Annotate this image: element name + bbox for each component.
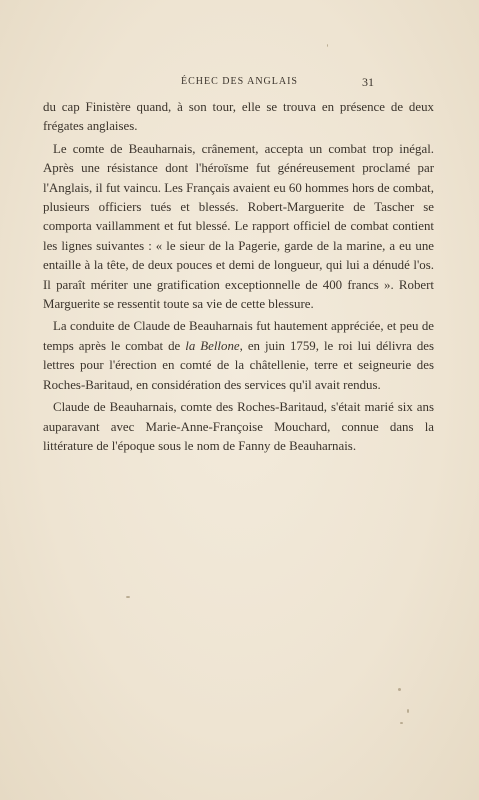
paragraph-4: Claude de Beauharnais, comte des Roches-Baritaud, s'était marié six ans auparavant avec Marie-Anne-Françoise Mouchard, connue dans la littérature de l'époque sous le nom de Fanny de Beauharnais. [43,400,434,453]
paper-speck [126,596,130,598]
paragraph-3-text-before: La conduite de Claude de Beauharnais fut hautement appréciée, et peu de temps après le combat de [43,319,434,353]
ship-name: la Bellone [185,338,240,353]
page-header [0,76,479,92]
paper-speck [400,722,403,724]
paragraph-3 [43,317,434,395]
paper-speck [327,44,328,47]
paper-speck [398,688,401,691]
page-number: 31 [362,75,374,89]
paragraph-1: du cap Finistère quand, à son tour, elle se trouva en présence de deux frégates anglaises. [43,100,434,134]
paper-speck [407,709,409,713]
paragraph-2: Le comte de Beauharnais, crânement, accepta un combat trop inégal. Après une résistance dont l'héroïsme fut généreusement proclamé par l'Anglais, il fut vaincu. Les Français avaient eu 60 hommes hors de combat, plusieurs officiers tués et blessés. Robert-Marguerite de Tascher se comporta vaillamment et fut blessé. Le rapport officiel de combat contient les lignes suivantes : « le sieur de la Pagerie, garde de la marine, a eu une entaille à la tête, de deux pouces et demi de longueur, qui lui a dénudé l'os. Il paraît mériter une gratification exceptionnelle de 400 francs ». Robert Marguerite se ressentit toute sa vie de cette blessure. [43,141,434,312]
running-title: ÉCHEC DES ANGLAIS [180,76,298,87]
paragraph-3-text-after: , en juin 1759, le roi lui délivra des lettres pour l'érection en comté de la châtellenie, terre et seigneurie des Roches-Baritaud, en considération des services qu'il avait rendus. [43,338,435,392]
body-text [43,98,434,459]
